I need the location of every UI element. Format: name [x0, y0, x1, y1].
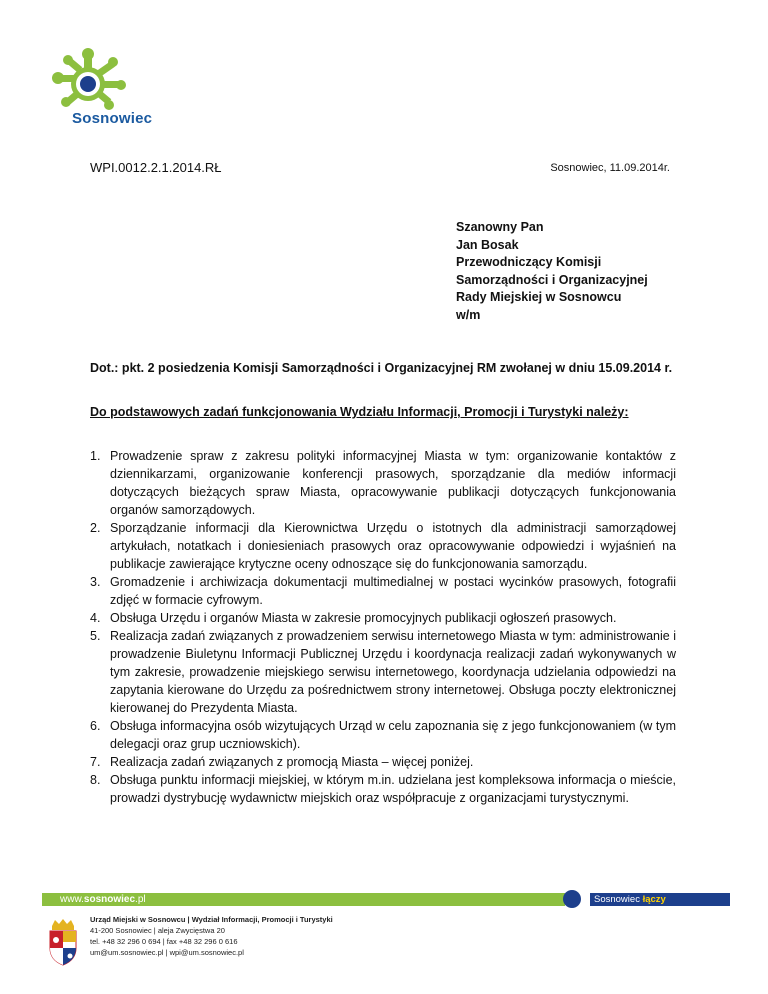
addressee-line: Samorządności i Organizacyjnej — [456, 272, 648, 287]
list-item — [90, 447, 676, 519]
list-item-text: Gromadzenie i archiwizacja dokumentacji multimedialnej w postaci wycinków prasowych, fotografii zdjęć w formacie cyfrowym. — [110, 575, 676, 607]
list-item — [90, 573, 676, 609]
list-item — [90, 609, 676, 627]
list-item — [90, 717, 676, 753]
list-item-number: 1. — [90, 449, 101, 463]
list-item-number: 6. — [90, 719, 101, 733]
list-item-number: 3. — [90, 575, 101, 589]
list-item — [90, 627, 676, 717]
addressee-block — [456, 219, 648, 324]
addressee-line: Przewodniczący Komisji — [456, 255, 602, 269]
list-item-number: 4. — [90, 611, 101, 625]
addressee-line: Rady Miejskiej w Sosnowcu — [456, 290, 622, 304]
list-item-number: 7. — [90, 755, 101, 769]
list-item-text: Prowadzenie spraw z zakresu polityki informacyjnej Miasta w tym: organizowanie kontaktów z dziennikarzami, organizowanie konferencji prasowych, sporządzanie dla mediów informacji dotyczących bieżących spraw Miasta, opracowywanie publikacji dotyczących funkcjonowania organów samorządowych. — [110, 449, 676, 517]
list-item — [90, 519, 676, 573]
document-reference-number: WPI.0012.2.1.2014.RŁ — [90, 160, 222, 175]
list-item — [90, 753, 676, 771]
list-item-text: Obsługa informacyjna osób wizytujących Urząd w celu zapoznania się z jego funkcjonowaniem (w tym delegacji oraz grup uczniowskich). — [110, 719, 676, 751]
website-suffix: .pl — [135, 894, 146, 905]
duties-heading: Do podstawowych zadań funkcjonowania Wydziału Informacji, Promocji i Turystyki należy: — [90, 405, 629, 419]
logo-wordmark: Sosnowiec — [72, 110, 153, 127]
footer-website-link[interactable] — [60, 893, 146, 906]
letter-subject: Dot.: pkt. 2 posiedzenia Komisji Samorządności i Organizacyjnej RM zwołanej w dniu 15.09.2014 r. — [90, 361, 673, 375]
office-contact-block — [90, 914, 333, 958]
addressee-line: Jan Bosak — [456, 237, 519, 252]
list-item-text: Realizacja zadań związanych z prowadzeniem serwisu internetowego Miasta w tym: administrowanie i prowadzenie Biuletynu Informacji Publicznej Urzędu i koordynacja realizacji zadań wykonywanych w tym zakresie, prowadzenie miejskiego serwisu internetowego, koordynacja udzielania odpowiedzi na zapytania kierowane do Urzędu za pośrednictwem strony internetowej. Obsługa poczty elektronicznej kierowanej do Prezydenta Miasta. — [110, 629, 676, 715]
list-item-number: 2. — [90, 521, 101, 535]
office-title: Urząd Miejski w Sosnowcu | Wydział Informacji, Promocji i Turystyki — [90, 915, 333, 924]
list-item-text: Obsługa punktu informacji miejskiej, w którym m.in. udzielana jest kompleksowa informacja o mieście, prowadzi dystrybucję wydawnictw miejskich oraz współpracuje z organizacjami turystycznymi. — [110, 773, 676, 805]
document-date: Sosnowiec, 11.09.2014r. — [550, 162, 670, 174]
list-item-number: 5. — [90, 629, 101, 643]
office-phone: tel. +48 32 296 0 694 | fax +48 32 296 0 616 — [90, 937, 238, 946]
list-item — [90, 771, 676, 807]
footer-slogan — [594, 893, 666, 906]
duties-list — [90, 447, 676, 807]
office-email[interactable]: um@um.sosnowiec.pl | wpi@um.sosnowiec.pl — [90, 948, 244, 957]
office-address: 41-200 Sosnowiec | aleja Zwycięstwa 20 — [90, 926, 225, 935]
addressee-line: w/m — [456, 307, 481, 322]
list-item-number: 8. — [90, 773, 101, 787]
footer-dot-icon — [563, 890, 581, 908]
list-item-text: Realizacja zadań związanych z promocją Miasta – więcej poniżej. — [110, 755, 474, 769]
slogan-main: Sosnowiec — [594, 894, 643, 905]
slogan-highlight: łączy — [642, 894, 666, 905]
website-prefix: www. — [60, 894, 84, 905]
city-crest-icon — [46, 918, 80, 966]
list-item-text: Obsługa Urzędu i organów Miasta w zakresie promocyjnych publikacji ogłoszeń prasowych. — [110, 611, 617, 625]
addressee-line: Szanowny Pan — [456, 220, 544, 234]
list-item-text: Sporządzanie informacji dla Kierownictwa Urzędu o istotnych dla administracji samorządowej artykułach, notatkach i doniesieniach prasowych oraz opracowywanie odpowiedzi i wyjaśnień na publikacje zawierające krytyczne oceny odnoszące się do funkcjonowania samorządu. — [110, 521, 676, 571]
website-domain: sosnowiec — [83, 894, 136, 905]
